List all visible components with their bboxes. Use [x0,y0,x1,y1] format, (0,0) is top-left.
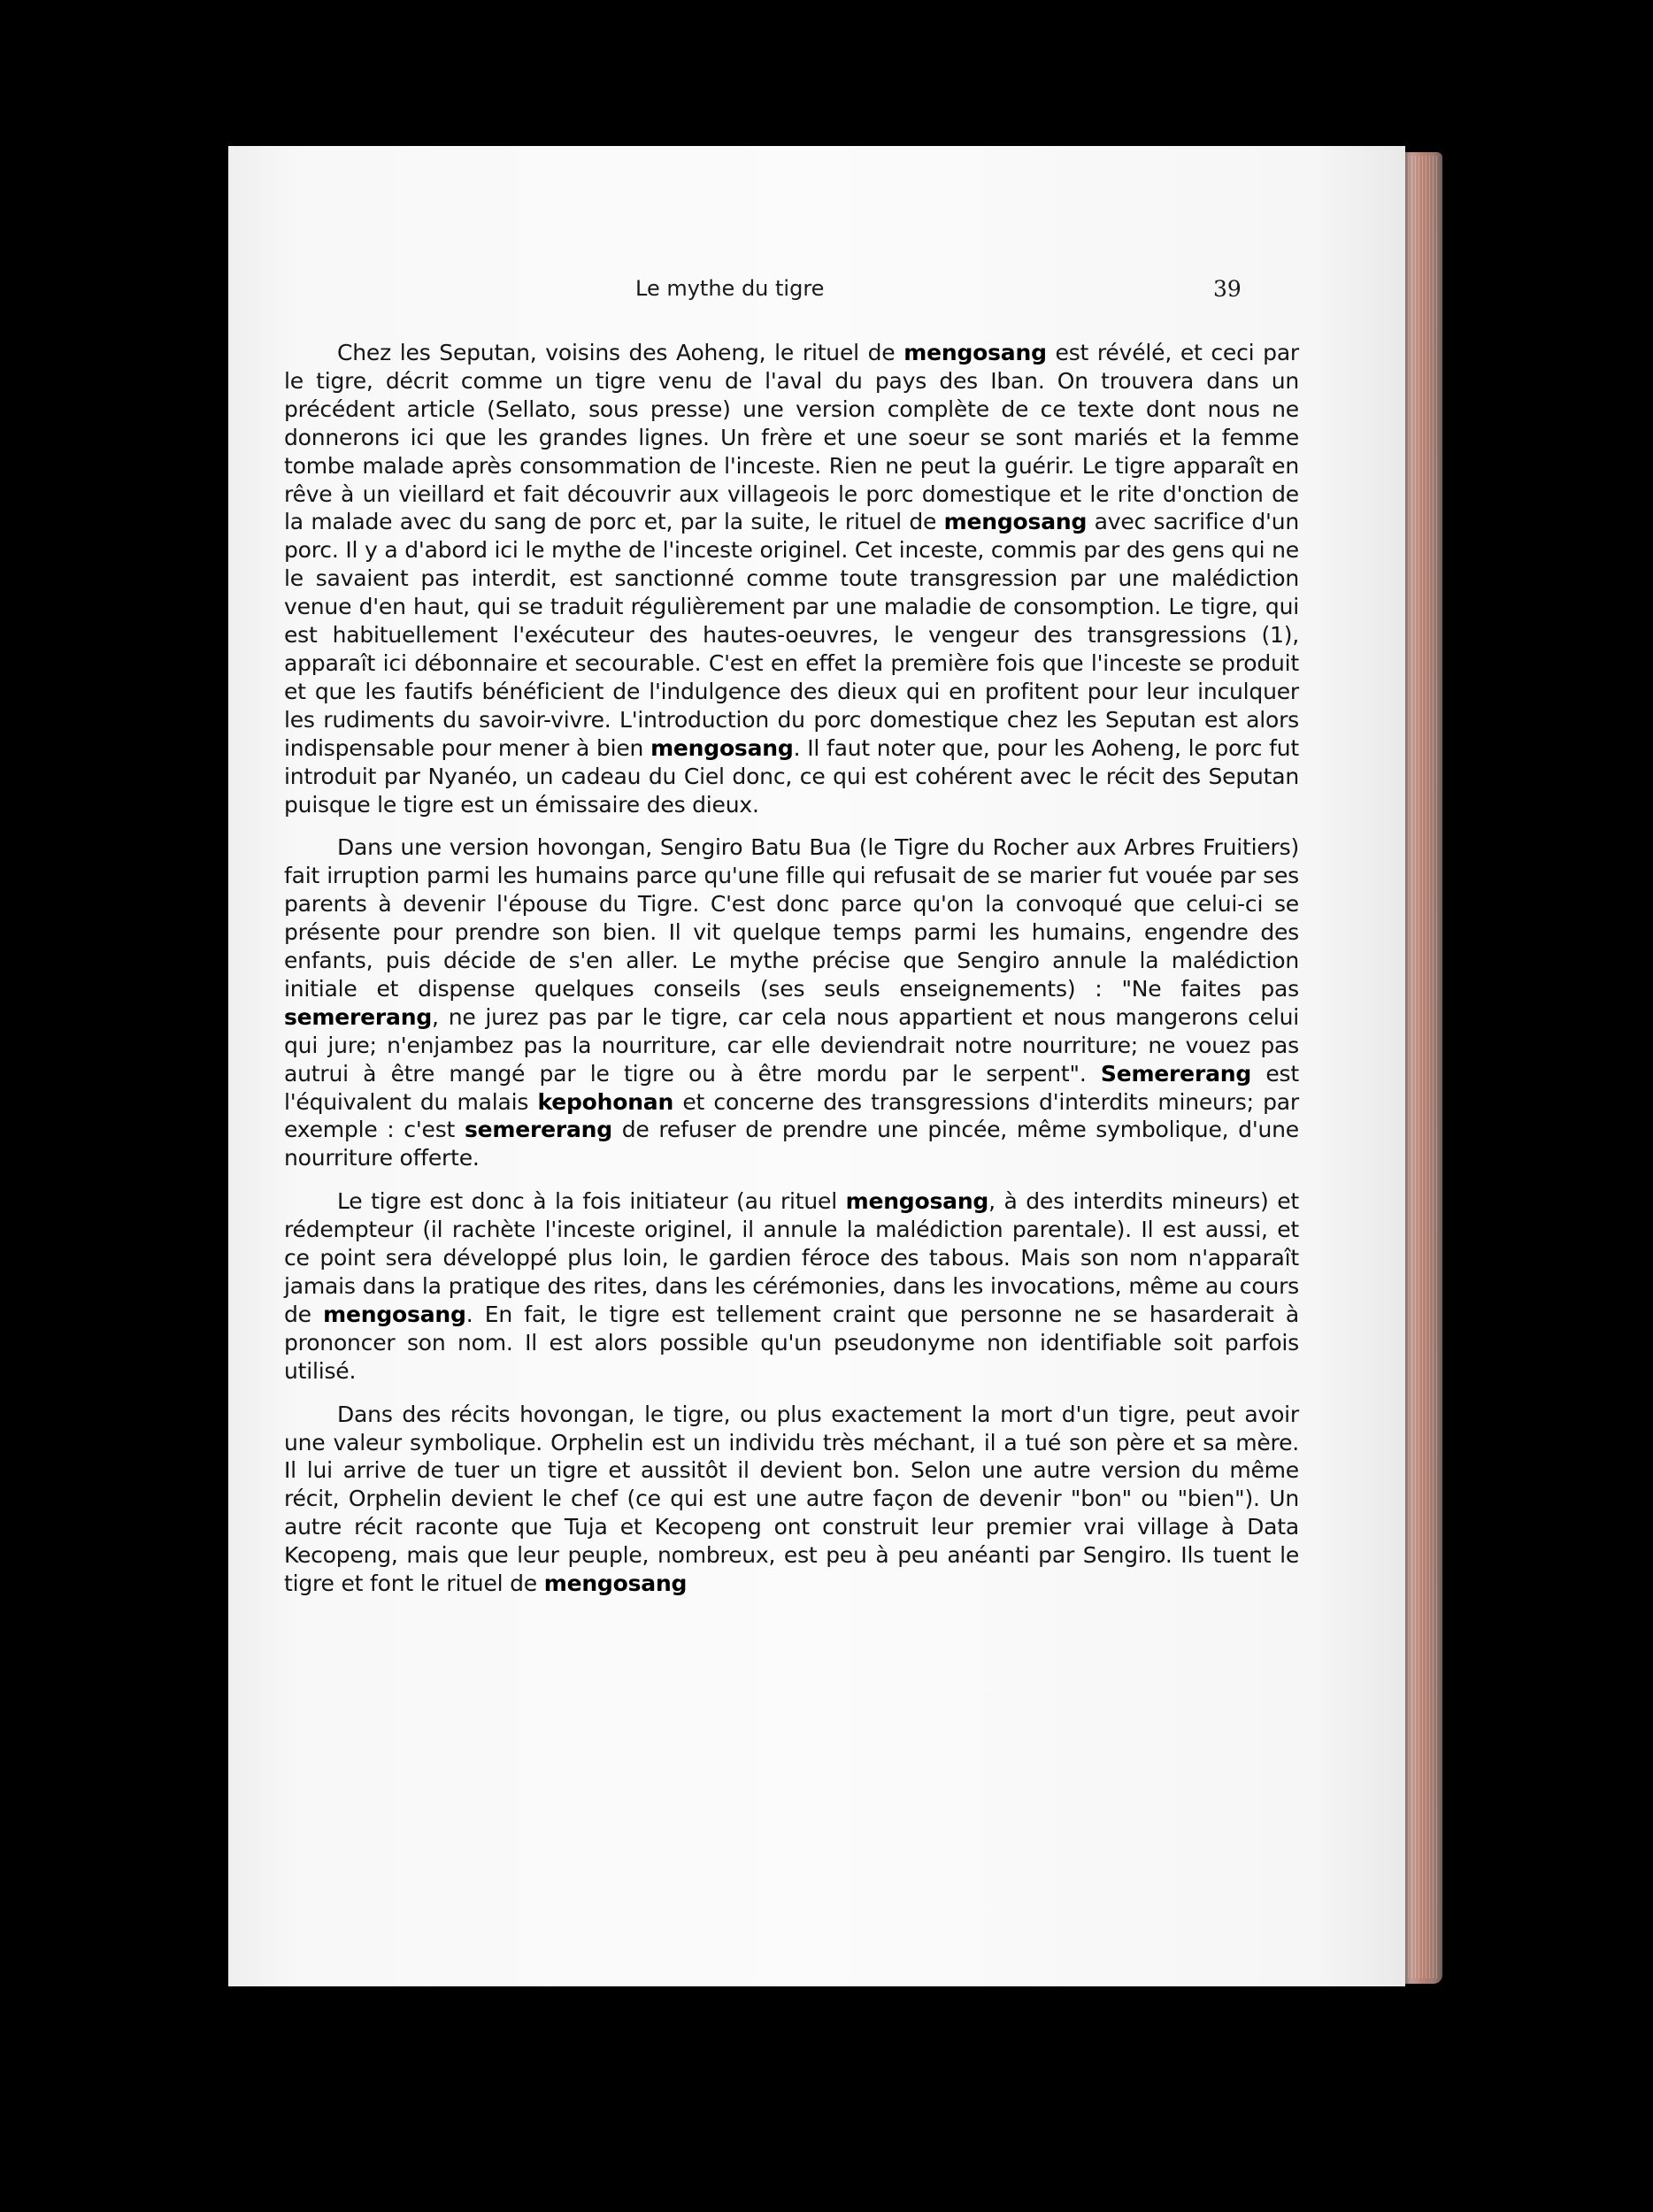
running-head [228,276,1405,311]
bold-term: mengosang [323,1301,466,1327]
bold-term: semererang [284,1003,433,1030]
bold-term: mengosang [845,1188,989,1215]
text-run: Le tigre est donc à la fois initiateur (au rituel [337,1188,846,1215]
bold-term: kepohonan [537,1088,674,1115]
text-run: et concerne des transgressions d'interdits mineurs; par exemple : c'est [284,1088,1299,1143]
text-run: Chez les Seputan, voisins des Aoheng, le rituel de [337,340,904,365]
text-run: Dans une version hovongan, Sengiro Batu Bua (le Tigre du Rocher aux Arbres Fruitiers) fait irruption parmi les humains parce qu'une fille qui refusait de se marier fut vouée par ses parents à devenir l'épouse du Tigre. C'est donc parce qu'on la convoqué que celui-ci se présente pour prendre son bien. Il vit quelque temps parmi les humains, engendre des enfants, puis décide de s'en aller. Le mythe précise que Sengiro annule la malédiction initiale et dispense quelques conseils (ses seuls enseignements) : "Ne faites pas [284,834,1299,1002]
bold-term: mengosang [650,734,794,761]
paragraph-1 [284,339,1299,818]
bold-term: semererang [464,1117,612,1143]
page-number: 39 [1213,276,1242,302]
text-run: , à des interdits mineurs) et rédempteur (il rachète l'inceste originel, il annule la malédiction parentale). Il est aussi, et ce point sera développé plus loin, le gardien féroce des tabous. Mais son nom n'apparaît jamais dans la pratique des rites, dans les cérémonies, dans les invocations, même au cours de [284,1188,1300,1327]
text-run: de refuser de prendre une pincée, même symbolique, d'une nourriture offerte. [284,1117,1299,1171]
paragraph-4 [284,1401,1299,1598]
bold-term: mengosang [903,340,1047,365]
paragraph-2 [284,833,1299,1172]
paragraph-3 [284,1187,1299,1385]
text-run: , ne jurez pas par le tigre, car cela nous appartient et nous mangerons celui qui jure; n'enjambez pas la nourriture, car elle deviendrait notre nourriture; ne vouez pas autrui à être mangé par le tigre ou à être mordu par le serpent". [284,1003,1299,1087]
bold-term: Semererang [1100,1060,1252,1087]
body-text [284,339,1299,1613]
text-run: Dans des récits hovongan, le tigre, ou plus exactement la mort d'un tigre, peut avoir une valeur symbolique. Orphelin est un individu très méchant, il a tué son père et sa mère. Il lui arrive de tuer un tigre et aussitôt il devient bon. Selon une autre version du même récit, Orphelin devient le chef (ce qui est une autre façon de devenir "bon" ou "bien"). Un autre récit raconte que Tuja et Kecopeng ont construit leur premier vrai village à Data Kecopeng, mais que leur peuple, nombreux, est peu à peu anéanti par Sengiro. Ils tuent le tigre et font le rituel de [284,1401,1299,1597]
text-run: est l'équivalent du malais [284,1060,1299,1115]
bold-term: mengosang [943,509,1088,535]
text-run: . En fait, le tigre est tellement craint que personne ne se hasarderait à prononcer son nom. Il est alors possible qu'un pseudonyme non identifiable soit parfois utilisé. [284,1301,1299,1384]
running-title: Le mythe du tigre [635,276,825,301]
text-run: . Il faut noter que, pour les Aoheng, le porc fut introduit par Nyanéo, un cadeau du Ciel donc, ce qui est cohérent avec le récit des Seputan puisque le tigre est un émissaire des dieux. [284,734,1299,818]
text-run: est révélé, et ceci par le tigre, décrit comme un tigre venu de l'aval du pays des Iban. On trouvera dans un précédent article (Sellato, sous presse) une version complète de ce texte dont nous ne donnerons ici que les grandes lignes. Un frère et une soeur se sont mariés et la femme tombe malade après consommation de l'inceste. Rien ne peut la guérir. Le tigre apparaît en rêve à un vieillard et fait découvrir aux villageois le porc domestique et le rite d'onction de la malade avec du sang de porc et, par la suite, le rituel de [284,340,1300,535]
book-page [228,146,1405,1986]
text-run: avec sacrifice d'un porc. Il y a d'abord ici le mythe de l'inceste originel. Cet inceste, commis par des gens qui ne le savaient pas interdit, est sanctionné comme toute transgression par une malédiction venue d'en haut, qui se traduit régulièrement par une maladie de consomption. Le tigre, qui est habituellement l'exécuteur des hautes-oeuvres, le vengeur des transgressions (1), apparaît ici débonnaire et secourable. C'est en effet la première fois que l'inceste se produit et que les fautifs bénéficient de l'indulgence des dieux qui en profitent pour leur inculquer les rudiments du savoir-vivre. L'introduction du porc domestique chez les Seputan est alors indispensable pour mener à bien [284,509,1299,761]
bold-term: mengosang [543,1571,688,1597]
